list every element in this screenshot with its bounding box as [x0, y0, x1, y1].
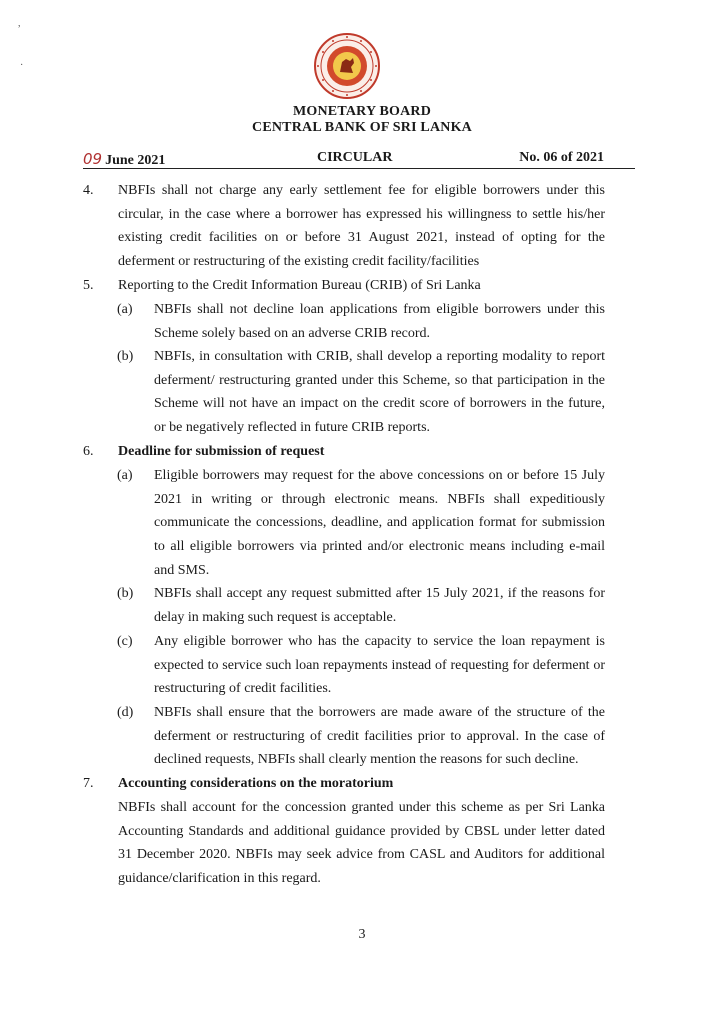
item-label: (a)	[117, 468, 133, 483]
circular-number: No. 06 of 2021	[519, 150, 604, 165]
section-heading: Reporting to the Credit Information Bureau (CRIB) of Sri Lanka	[118, 278, 481, 293]
section-number: 5.	[83, 278, 94, 293]
item-text: Eligible borrowers may request for the above concessions on or before 15 July 2021 in writing or through electronic means. NBFIs shall expeditiously communicate the concessions, deadline, and application format for submission to all eligible borrowers via printed and/or electronic means including e-mail and SMS.	[154, 468, 605, 578]
circular-header	[83, 150, 635, 169]
section-heading: Accounting considerations on the moratorium	[118, 776, 394, 791]
org-name-line1: MONETARY BOARD	[292, 104, 432, 119]
item-label: (d)	[117, 705, 134, 720]
item-label: (b)	[117, 586, 134, 601]
item-label: (a)	[117, 302, 133, 317]
item-text: Any eligible borrower who has the capacity to service the loan repayment is expected to service such loan repayments instead of requesting for deferment or restructuring of credit facilities.	[154, 634, 605, 697]
section-text: NBFIs shall account for the concession granted under this scheme as per Sri Lanka Accounting Standards and additional guidance provided by CBSL under letter dated 31 December 2020. NBFIs may seek advice from CASL and Auditors for additional guidance/clarification in this regard.	[118, 800, 605, 887]
item-label: (c)	[117, 634, 133, 649]
handwritten-day: 09	[83, 150, 103, 168]
item-label: (b)	[117, 349, 134, 364]
scan-mark: ·	[20, 60, 24, 71]
item-text: NBFIs shall accept any request submitted after 15 July 2021, if the reasons for delay in making such request is acceptable.	[154, 586, 605, 625]
section-text: NBFIs shall not charge any early settlement fee for eligible borrowers under this circular, in the case where a borrower has expressed his willingness to settle his/her existing credit facilities on or before 31 August 2021, instead of opting for the deferment or restructuring of the existing credit facility/facilities	[118, 183, 605, 270]
central-bank-seal-icon	[313, 32, 381, 100]
item-text: NBFIs, in consultation with CRIB, shall develop a reporting modality to report deferment/ restructuring granted under this Scheme, so that participation in the Scheme will not have an impact on the credit score of borrowers in the future, or be negatively reflected in future CRIB reports.	[154, 349, 605, 436]
section-number: 4.	[83, 183, 94, 198]
section-heading: Deadline for submission of request	[118, 444, 325, 459]
org-name-line2: CENTRAL BANK OF SRI LANKA	[252, 120, 472, 135]
page-number: 3	[358, 927, 366, 942]
section-number: 6.	[83, 444, 94, 459]
circular-date	[83, 150, 165, 169]
circular-title: CIRCULAR	[317, 150, 393, 165]
item-text: NBFIs shall not decline loan applications from eligible borrowers under this Scheme solely based on an adverse CRIB record.	[154, 302, 605, 341]
section-number: 7.	[83, 776, 94, 791]
circular-month-year: June 2021	[105, 153, 166, 168]
item-text: NBFIs shall ensure that the borrowers are made aware of the structure of the deferment or restructuring of credit facilities prior to approval. In the case of declined requests, NBFIs shall clearly mention the reasons for such decline.	[154, 705, 605, 768]
scan-mark: ,	[18, 18, 21, 29]
